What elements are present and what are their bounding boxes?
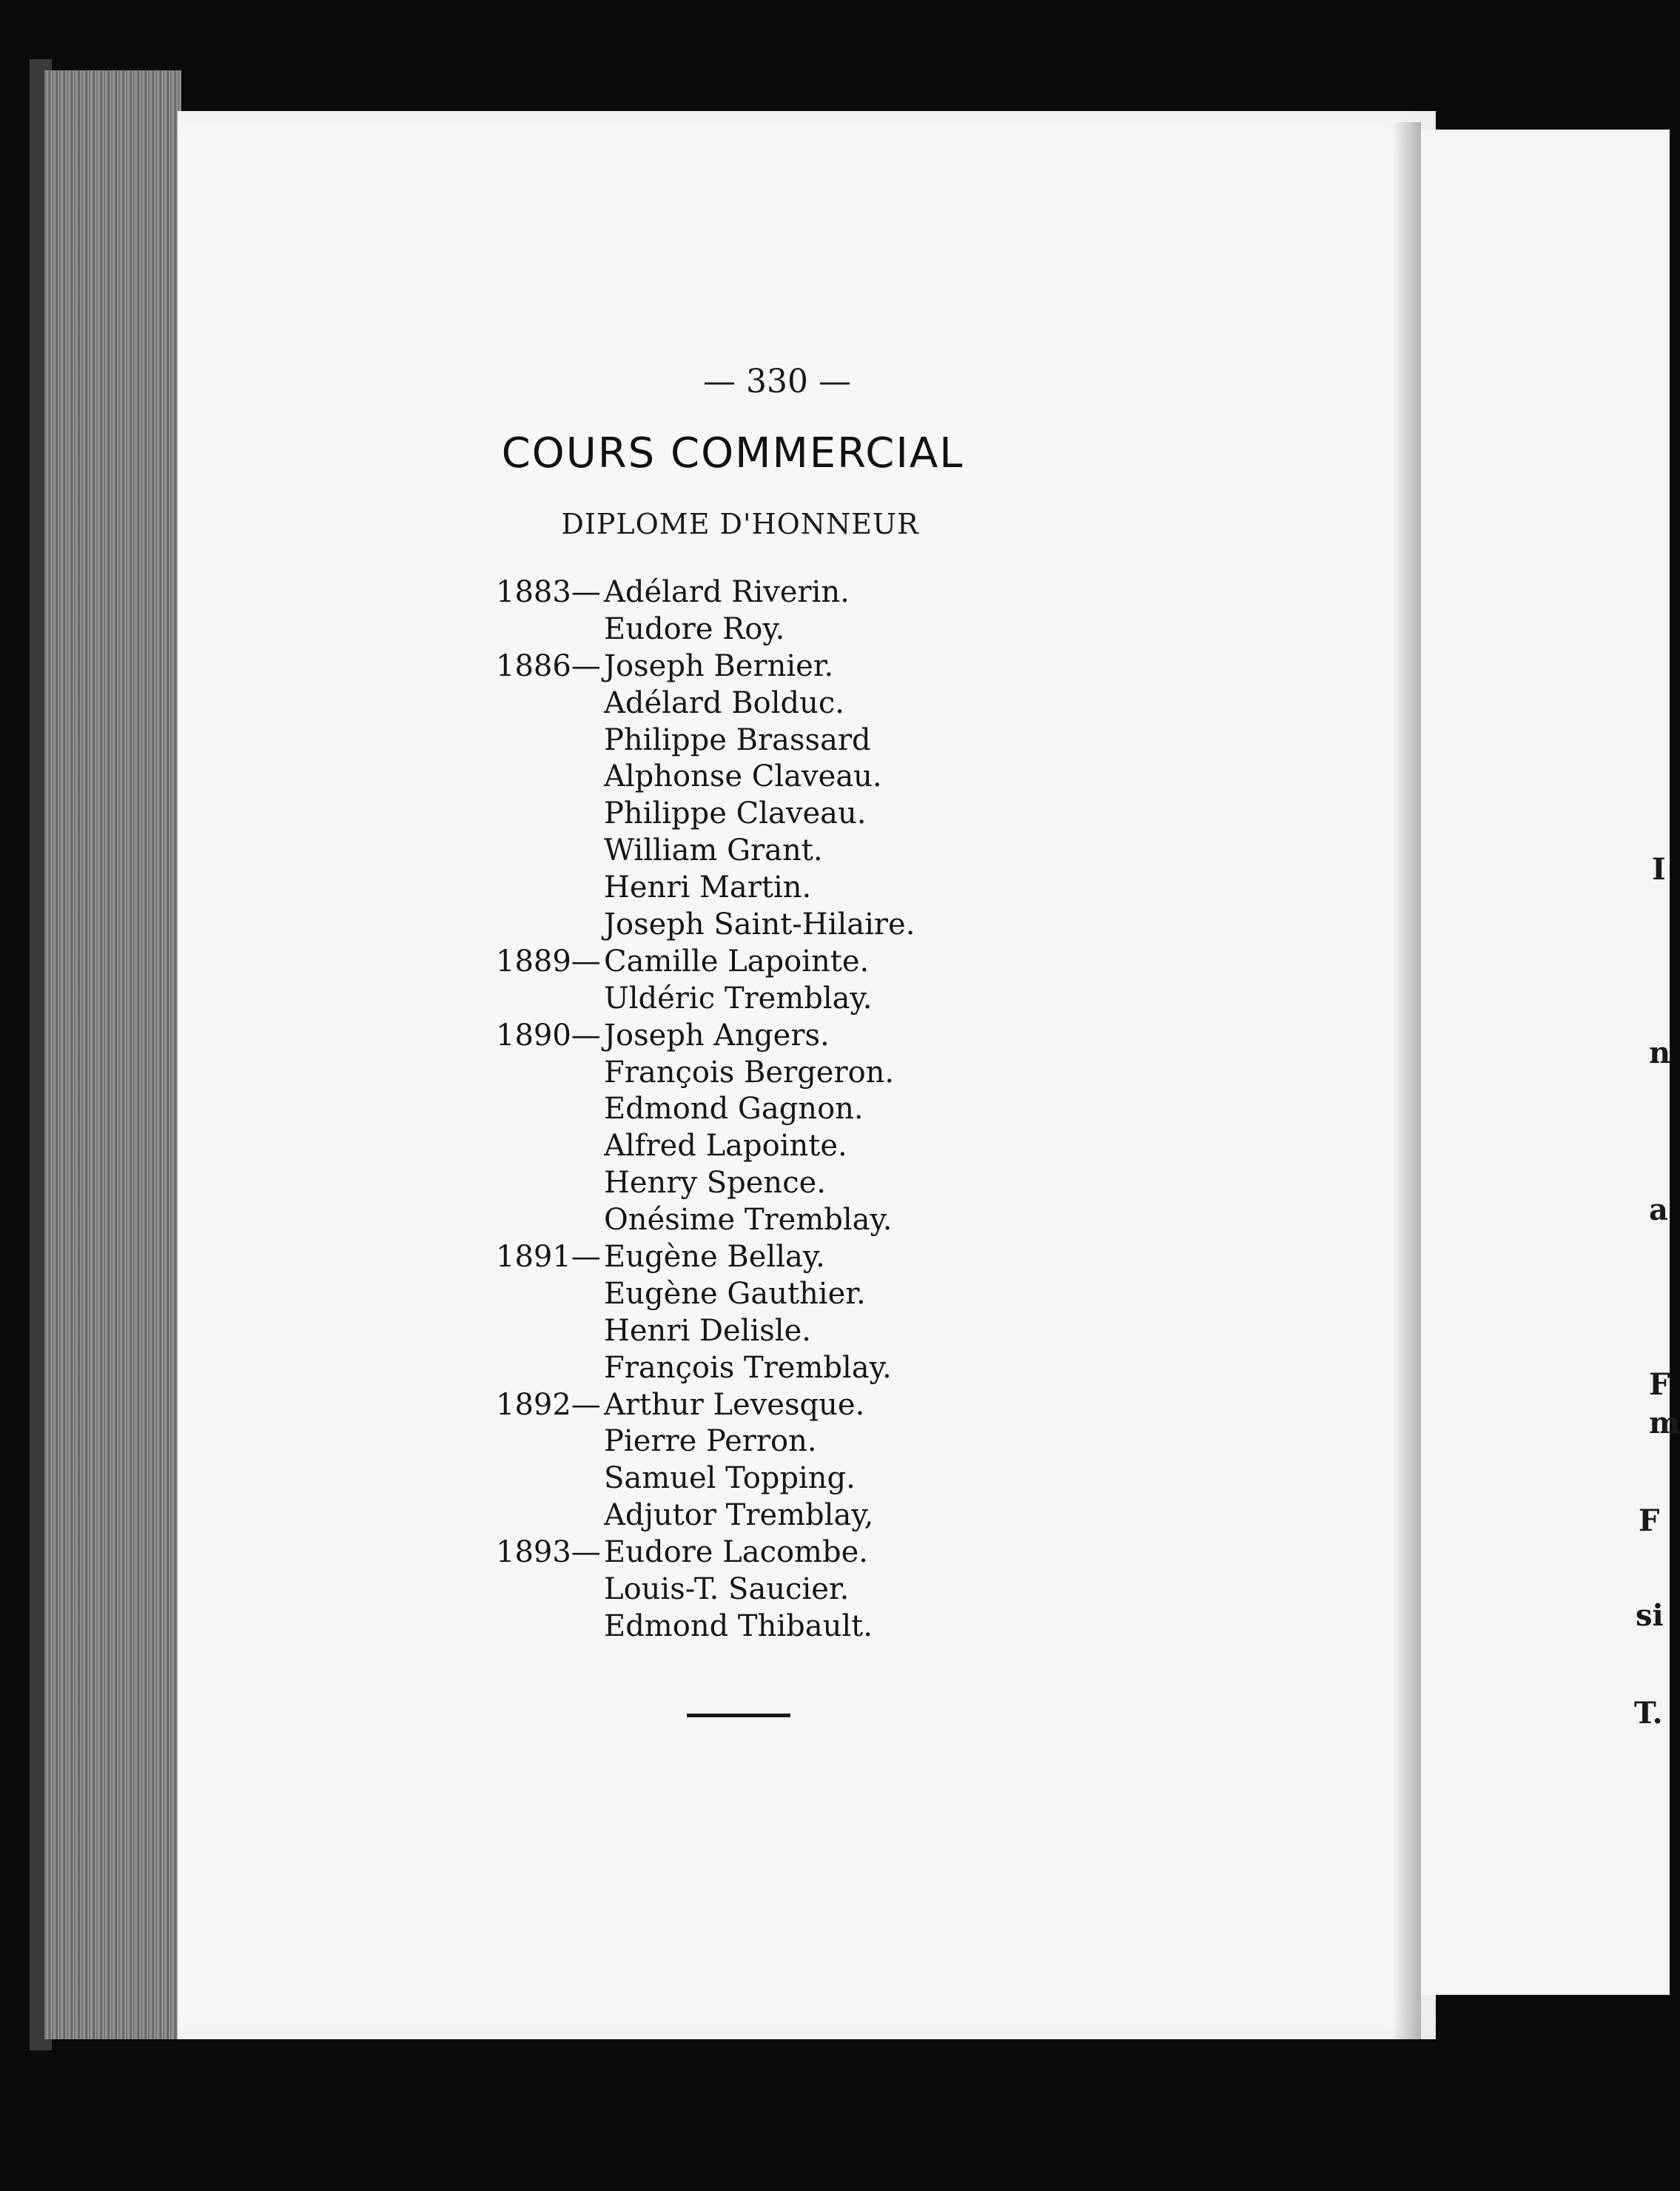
right-page-fragment: I (1652, 852, 1666, 887)
honoree-name: François Bergeron. (604, 1055, 895, 1090)
list-item (496, 944, 1162, 981)
list-item (496, 1239, 1162, 1276)
list-item (496, 796, 1162, 833)
page-gutter (1391, 122, 1421, 2039)
honoree-name: Alphonse Claveau. (604, 759, 882, 794)
year-label: 1886— (496, 648, 601, 683)
year-label: 1890— (496, 1018, 601, 1053)
list-item (496, 1165, 1162, 1202)
honoree-name: Henry Spence. (604, 1166, 826, 1201)
list-item (496, 574, 1162, 611)
honoree-name: William Grant. (604, 833, 823, 868)
honoree-name: Eudore Roy. (604, 611, 785, 646)
year-group (496, 1387, 1162, 1535)
right-page-fragment: F (1639, 1503, 1660, 1538)
list-item (496, 1350, 1162, 1387)
list-item (496, 685, 1162, 722)
year-label: 1889— (496, 944, 601, 979)
book-page-edges (44, 70, 181, 2039)
year-label: 1892— (496, 1387, 601, 1422)
right-page-fragment: m (1649, 1406, 1680, 1440)
list-item (496, 1276, 1162, 1313)
honoree-name: Arthur Levesque. (604, 1387, 865, 1422)
list-item (496, 1571, 1162, 1608)
right-page-fragment: T. (1634, 1696, 1663, 1731)
page-number: — 330 — (703, 363, 851, 400)
list-item (496, 1460, 1162, 1497)
honoree-name: Edmond Thibault. (604, 1608, 873, 1643)
honoree-name: Alfred Lapointe. (604, 1129, 847, 1164)
list-item (496, 1202, 1162, 1239)
year-group (496, 1534, 1162, 1645)
year-group (496, 944, 1162, 1018)
year-group (496, 648, 1162, 944)
list-item (496, 1091, 1162, 1128)
list-item (496, 1313, 1162, 1350)
page-title: COURS COMMERCIAL (501, 429, 964, 477)
honoree-name: Adélard Bolduc. (604, 685, 844, 720)
list-item (496, 870, 1162, 907)
honoree-name: Edmond Gagnon. (604, 1092, 864, 1127)
right-page-fragment: a (1649, 1192, 1668, 1227)
honoree-name: Louis-T. Saucier. (604, 1572, 850, 1607)
honoree-name: Joseph Angers. (604, 1018, 830, 1053)
closing-rule (687, 1714, 790, 1717)
honoree-name: Pierre Perron. (604, 1424, 817, 1459)
list-item (496, 1423, 1162, 1460)
list-item (496, 1497, 1162, 1534)
list-item (496, 907, 1162, 944)
list-item (496, 722, 1162, 759)
right-page-fragment: si (1636, 1598, 1664, 1633)
year-group (496, 1239, 1162, 1387)
year-label: 1893— (496, 1535, 601, 1570)
list-item (496, 981, 1162, 1018)
list-item (496, 611, 1162, 648)
honoree-name: Joseph Bernier. (604, 648, 834, 683)
list-item (496, 1534, 1162, 1571)
section-subtitle: DIPLOME D'HONNEUR (561, 508, 919, 540)
list-item (496, 1018, 1162, 1055)
honoree-name: Adjutor Tremblay, (604, 1498, 874, 1533)
honoree-name: Samuel Topping. (604, 1461, 856, 1496)
list-item (496, 1387, 1162, 1424)
honoree-name: Eugène Gauthier. (604, 1276, 866, 1311)
right-page-fragment: n (1649, 1036, 1671, 1070)
honoree-name: Philippe Brassard (604, 722, 871, 757)
right-page (1421, 130, 1680, 1995)
honoree-name: Uldéric Tremblay. (604, 981, 873, 1016)
list-item (496, 1608, 1162, 1645)
honoree-name: Henri Martin. (604, 870, 812, 905)
honoree-name: François Tremblay. (604, 1350, 892, 1385)
honoree-name: Henri Delisle. (604, 1313, 811, 1348)
list-item (496, 1128, 1162, 1165)
honoree-name: Philippe Claveau. (604, 796, 867, 831)
honoree-name: Camille Lapointe. (604, 944, 870, 979)
right-page-fragment: F (1649, 1367, 1670, 1402)
honoree-name: Eugène Bellay. (604, 1240, 825, 1275)
honoree-name: Joseph Saint-Hilaire. (604, 907, 915, 942)
year-label: 1891— (496, 1240, 601, 1275)
year-label: 1883— (496, 575, 601, 609)
honor-roll-list (496, 574, 1162, 1645)
honoree-name: Onésime Tremblay. (604, 1203, 893, 1238)
honoree-name: Eudore Lacombe. (604, 1535, 868, 1570)
list-item (496, 833, 1162, 870)
year-group (496, 574, 1162, 648)
year-group (496, 1018, 1162, 1239)
list-item (496, 1055, 1162, 1092)
list-item (496, 648, 1162, 685)
list-item (496, 759, 1162, 796)
honoree-name: Adélard Riverin. (604, 575, 850, 609)
